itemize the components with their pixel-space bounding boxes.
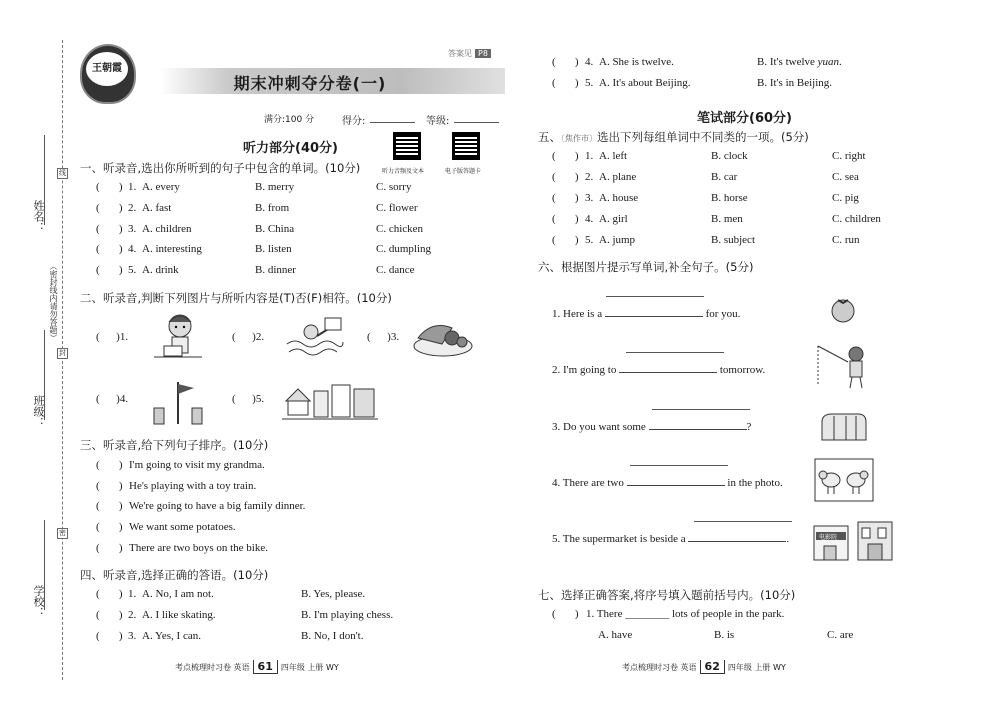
sentence-end: ? xyxy=(746,420,752,433)
option-c: C. pig xyxy=(832,191,859,204)
seal-char: 封 xyxy=(59,349,66,357)
grade-field[interactable] xyxy=(454,110,499,123)
option-a: A. have xyxy=(598,629,633,641)
answer-blank[interactable]: ( ) xyxy=(96,608,123,621)
qr-caption-answer-sheet: 电子版答题卡 xyxy=(445,168,482,175)
seal-char: 线 xyxy=(59,169,66,177)
swimming-picture xyxy=(285,314,345,358)
page-number: 61 xyxy=(253,660,278,674)
option-a: A. It's about Beijing. xyxy=(599,77,691,89)
section-3-title: 三、听录音,给下列句子排序。(10分) xyxy=(80,438,269,452)
answer-blank[interactable]: ( )2. xyxy=(232,331,265,343)
option-b: B. China xyxy=(255,222,295,235)
option-a: A. drink xyxy=(142,264,179,277)
option-a: A. I like skating. xyxy=(142,608,216,621)
option-b-text: B. It's twelve xyxy=(757,56,818,68)
option-a: A. No, I am not. xyxy=(142,588,214,600)
question-number: 4. xyxy=(128,243,137,256)
cinema-sign: 电影院 xyxy=(819,534,838,541)
answer-blank[interactable]: ( ) xyxy=(552,56,579,68)
fill-in-sentence xyxy=(552,477,783,489)
sentence-end: tomorrow. xyxy=(717,364,766,377)
sentence-start: 3. Do you want some xyxy=(552,420,649,433)
girl-reading-picture xyxy=(150,310,206,362)
answer-blank[interactable]: ( ) xyxy=(552,191,579,204)
qr-caption-audio: 听力音频及文本 xyxy=(382,168,425,175)
footer-left: 考点梳理时习卷 英语 61 四年级 上册 WY xyxy=(175,660,339,673)
answer-blank[interactable]: ( )5. xyxy=(232,393,265,405)
answer-blank[interactable]: ( ) xyxy=(96,181,123,193)
answer-line[interactable] xyxy=(619,372,717,373)
answer-blank[interactable]: ( ) xyxy=(552,212,579,225)
score-label: 得分: xyxy=(342,116,366,127)
question-number: 3. xyxy=(128,222,137,235)
question-text: 1. There ________ lots of people in the park. xyxy=(586,608,785,620)
answer-blank[interactable]: ( ) xyxy=(552,170,579,183)
sentence-end: in the photo. xyxy=(724,476,783,489)
seal-note: （密封线内请勿答题） xyxy=(49,262,58,342)
option-b: B. men xyxy=(711,212,743,225)
answer-blank[interactable]: ( ) xyxy=(96,222,123,235)
answer-blank[interactable]: ( ) xyxy=(552,233,579,246)
option-b: B. subject xyxy=(711,233,755,246)
option-b: B. horse xyxy=(711,191,748,204)
option-c: C. chicken xyxy=(376,222,424,235)
fill-in-sentence xyxy=(552,421,751,433)
sheep-picture xyxy=(814,458,874,502)
houses-picture xyxy=(282,381,378,425)
question-number: 3. xyxy=(128,629,137,642)
question-number: 5. xyxy=(585,77,594,89)
question-number: 5. xyxy=(128,264,137,277)
option-b: B. car xyxy=(711,170,738,183)
flag-picture xyxy=(150,378,206,426)
four-line-guide xyxy=(606,296,704,297)
question-number: 2. xyxy=(585,170,594,183)
seal-char: 密 xyxy=(59,529,66,537)
written-part-title: 笔试部分(60分) xyxy=(697,111,792,126)
sentence-start: 5. The supermarket is beside a xyxy=(552,533,689,546)
sentence-start: 4. There are two xyxy=(552,476,627,489)
sentence: He's playing with a toy train. xyxy=(129,479,257,492)
fill-in-sentence xyxy=(552,533,789,545)
footer-right: 考点梳理时习卷 英语 62 四年级 上册 WY xyxy=(622,660,786,673)
answer-line[interactable] xyxy=(688,541,786,542)
option-a: A. jump xyxy=(599,233,636,246)
answer-blank[interactable]: ( ) xyxy=(96,459,123,471)
section-7-title: 七、选择正确答案,将序号填入题前括号内。(10分) xyxy=(538,588,796,602)
answer-blank[interactable]: ( ) xyxy=(96,521,123,534)
answer-line[interactable] xyxy=(627,485,725,486)
sentence-end: . xyxy=(786,533,790,546)
option-b: B. I'm playing chess. xyxy=(301,608,394,621)
option-b: B. Yes, please. xyxy=(301,588,366,600)
answer-blank[interactable]: ( ) xyxy=(96,479,123,492)
question-number: 1. xyxy=(128,181,137,193)
question-number: 3. xyxy=(585,191,594,204)
option-b: B. clock xyxy=(711,150,748,162)
brand-logo-text: 王朝霞 xyxy=(86,52,128,86)
option-a: A. interesting xyxy=(142,243,202,256)
class-field[interactable] xyxy=(44,330,45,420)
page-number: 62 xyxy=(700,660,725,674)
answer-blank[interactable]: ( ) xyxy=(96,201,123,214)
option-a: A. children xyxy=(142,222,192,235)
sentence-end: for you. xyxy=(702,308,741,320)
page-title: 期末冲刺夺分卷(一) xyxy=(233,74,387,93)
sentence: There are two boys on the bike. xyxy=(129,541,268,554)
question-number: 2. xyxy=(128,608,137,621)
answer-reference: 答案见 P8 xyxy=(448,48,491,59)
sentence: I'm going to visit my grandma. xyxy=(129,459,265,471)
binding-line xyxy=(62,40,63,680)
answer-blank[interactable]: ( )3. xyxy=(367,331,400,343)
option-c: C. dumpling xyxy=(376,243,432,256)
answer-blank[interactable]: ( ) xyxy=(96,264,123,277)
qr-code-audio-icon[interactable] xyxy=(393,132,421,160)
question-number: 4. xyxy=(585,56,594,68)
answer-blank[interactable]: ( ) xyxy=(96,629,123,642)
option-c: C. children xyxy=(832,212,881,225)
option-c: C. flower xyxy=(376,201,418,214)
listening-part-title: 听力部分(40分) xyxy=(243,141,338,156)
fill-in-sentence xyxy=(552,308,740,320)
sentence-start: 1. Here is a xyxy=(552,308,605,320)
option-b xyxy=(757,56,842,68)
option-c: C. sea xyxy=(832,170,859,183)
option-c: C. dance xyxy=(376,264,415,277)
option-c: C. run xyxy=(832,233,860,246)
four-line-guide xyxy=(694,521,792,522)
question-number: 5. xyxy=(585,233,594,246)
section-2-title: 二、听录音,判断下列图片与所听内容是(T)否(F)相符。(10分) xyxy=(80,291,392,305)
option-b: B. merry xyxy=(255,181,295,193)
question-number: 4. xyxy=(585,212,594,225)
answer-blank[interactable]: ( ) xyxy=(552,608,579,620)
option-a: A. Yes, I can. xyxy=(142,629,201,642)
four-line-guide xyxy=(630,465,728,466)
option-a: A. fast xyxy=(142,201,172,214)
option-a: A. every xyxy=(142,181,180,193)
school-label: 学校： xyxy=(32,585,45,618)
section-5-title: 五、〔焦作市〕选出下列每组单词中不同类的一项。(5分) xyxy=(538,130,809,144)
option-b: B. listen xyxy=(255,243,292,256)
option-c: C. are xyxy=(827,629,854,641)
answer-blank[interactable]: ( ) xyxy=(552,150,579,162)
answer-blank[interactable]: ( )4. xyxy=(96,393,129,405)
option-b: B. from xyxy=(255,201,290,214)
qr-code-answer-sheet-icon[interactable] xyxy=(452,132,480,160)
section-6-title: 六、根据图片提示写单词,补全句子。(5分) xyxy=(538,260,754,274)
question-number: 1. xyxy=(585,150,594,162)
four-line-guide xyxy=(626,352,724,353)
grade-label: 等级: xyxy=(426,116,450,127)
option-a: A. plane xyxy=(599,170,637,183)
answer-line[interactable] xyxy=(605,316,703,317)
sentence: We're going to have a big family dinner. xyxy=(129,500,306,513)
option-b-text: B. It's in Beijing. xyxy=(757,77,833,89)
section-1-title: 一、听录音,选出你所听到的句子中包含的单词。(10分) xyxy=(80,161,361,175)
full-score: 满分:100 分 xyxy=(264,115,315,125)
option-a: A. girl xyxy=(599,212,628,225)
answer-blank[interactable]: ( ) xyxy=(96,243,123,256)
class-label: 班级： xyxy=(32,395,45,428)
answer-blank[interactable]: ( ) xyxy=(96,588,123,600)
answer-blank[interactable]: ( ) xyxy=(96,541,123,554)
option-b xyxy=(757,77,832,89)
name-label: 姓名： xyxy=(32,200,45,233)
answer-blank[interactable]: ( ) xyxy=(552,77,579,89)
answer-line[interactable] xyxy=(649,429,747,430)
option-c: C. sorry xyxy=(376,181,412,193)
answer-blank[interactable]: ( ) xyxy=(96,500,123,513)
question-number: 1. xyxy=(128,588,137,600)
option-b: B. No, I don't. xyxy=(301,629,364,642)
option-b-end: . xyxy=(839,56,842,68)
fishing-picture xyxy=(814,340,872,390)
option-a: A. house xyxy=(599,191,639,204)
tomato-picture xyxy=(828,294,858,324)
answer-blank[interactable]: ( )1. xyxy=(96,331,129,343)
option-a: A. left xyxy=(599,150,628,162)
option-b-italic: yuan xyxy=(817,56,840,68)
option-a: A. She is twelve. xyxy=(599,56,674,68)
bread-picture xyxy=(818,410,868,444)
score-field[interactable] xyxy=(370,110,415,123)
sentence: We want some potatoes. xyxy=(129,521,236,534)
option-c: C. right xyxy=(832,150,866,162)
four-line-guide xyxy=(652,409,750,410)
question-number: 2. xyxy=(128,201,137,214)
section-4-title: 四、听录音,选择正确的答语。(10分) xyxy=(80,568,269,582)
food-plate-picture xyxy=(412,316,474,358)
option-b: B. is xyxy=(714,629,735,641)
sentence-start: 2. I'm going to xyxy=(552,364,620,377)
option-b: B. dinner xyxy=(255,264,296,277)
name-field[interactable] xyxy=(44,135,45,225)
fill-in-sentence xyxy=(552,364,765,376)
school-field[interactable] xyxy=(44,520,45,610)
